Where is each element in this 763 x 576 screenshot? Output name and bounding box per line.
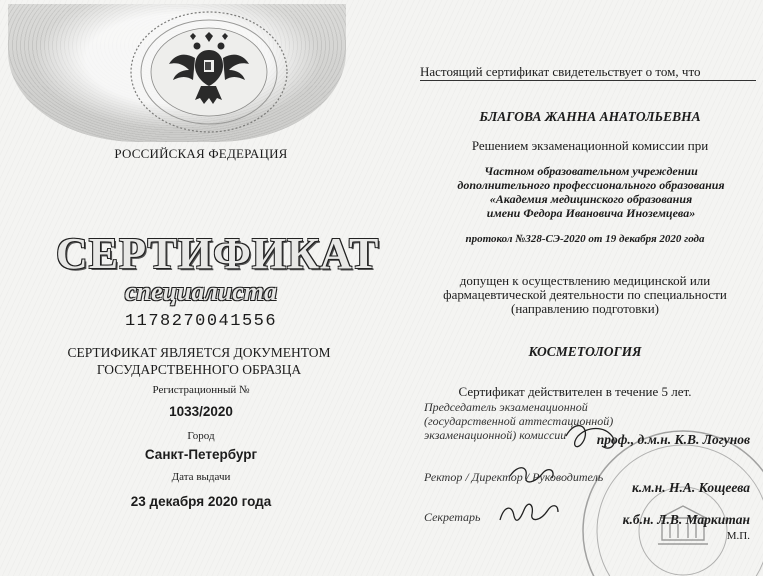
intro-divider: [420, 80, 756, 81]
city-value: Санкт-Петербург: [144, 447, 258, 462]
issue-date-label: Дата выдачи: [171, 471, 231, 483]
validity-text: Сертификат действителен в течение 5 лет.: [458, 384, 692, 399]
certificate-subtitle: специалиста: [124, 277, 278, 306]
intro-text: Настоящий сертификат свидетельствует о том, что: [420, 64, 701, 79]
serial-number: 1178270041556: [124, 312, 278, 331]
handwritten-signature-icon: [470, 408, 750, 538]
registration-number: 1033/2020: [169, 404, 233, 419]
admission-text: допущен к осуществлению медицинской или фармацевтической деятельности по специальности (направлению подготовки): [443, 273, 727, 316]
chair-role-line: экзаменационной) комиссии: [424, 428, 567, 442]
registration-label: Регистрационный №: [152, 384, 250, 396]
issue-date-value: 23 декабря 2020 года: [130, 494, 272, 509]
chair-role-line: (государственной аттестационной): [424, 414, 614, 428]
institution-line: Частном образовательном учреждении: [484, 164, 698, 178]
protocol-reference: протокол №328-СЭ-2020 от 19 декабря 2020 года: [465, 233, 705, 245]
russian-coat-of-arms-icon: [101, 0, 317, 146]
chair-signer: проф., д.м.н. К.В. Логунов: [596, 432, 750, 447]
specialty-name: КОСМЕТОЛОГИЯ: [528, 344, 642, 359]
decision-text: Решением экзаменационной комиссии при: [471, 138, 709, 153]
city-label: Город: [187, 430, 215, 442]
stamp-place-mark: М.П.: [726, 530, 750, 542]
chair-role-line: Председатель экзаменационной: [424, 400, 588, 414]
institution-line: имени Федора Ивановича Иноземцева»: [486, 206, 696, 220]
secretary-role: Секретарь: [424, 510, 481, 524]
secretary-signer: к.б.н. Л.В. Маркитан: [622, 512, 750, 527]
institution-line: «Академия медицинского образования: [489, 192, 693, 206]
certificate-title: СЕРТИФИКАТ: [56, 229, 380, 278]
rector-signer: к.м.н. Н.А. Кощеева: [631, 480, 750, 495]
country-label: РОССИЙСКАЯ ФЕДЕРАЦИЯ: [114, 146, 288, 161]
holder-name: БЛАГОВА ЖАННА АНАТОЛЬЕВНА: [479, 109, 701, 124]
rector-role: Ректор / Директор / Руководитель: [424, 470, 604, 484]
institution-name: [416, 164, 763, 220]
institution-line: дополнительного профессионального образования: [457, 178, 725, 192]
document-status: СЕРТИФИКАТ ЯВЛЯЕТСЯ ДОКУМЕНТОМ ГОСУДАРСТВЕННОГО ОБРАЗЦА: [67, 345, 331, 377]
